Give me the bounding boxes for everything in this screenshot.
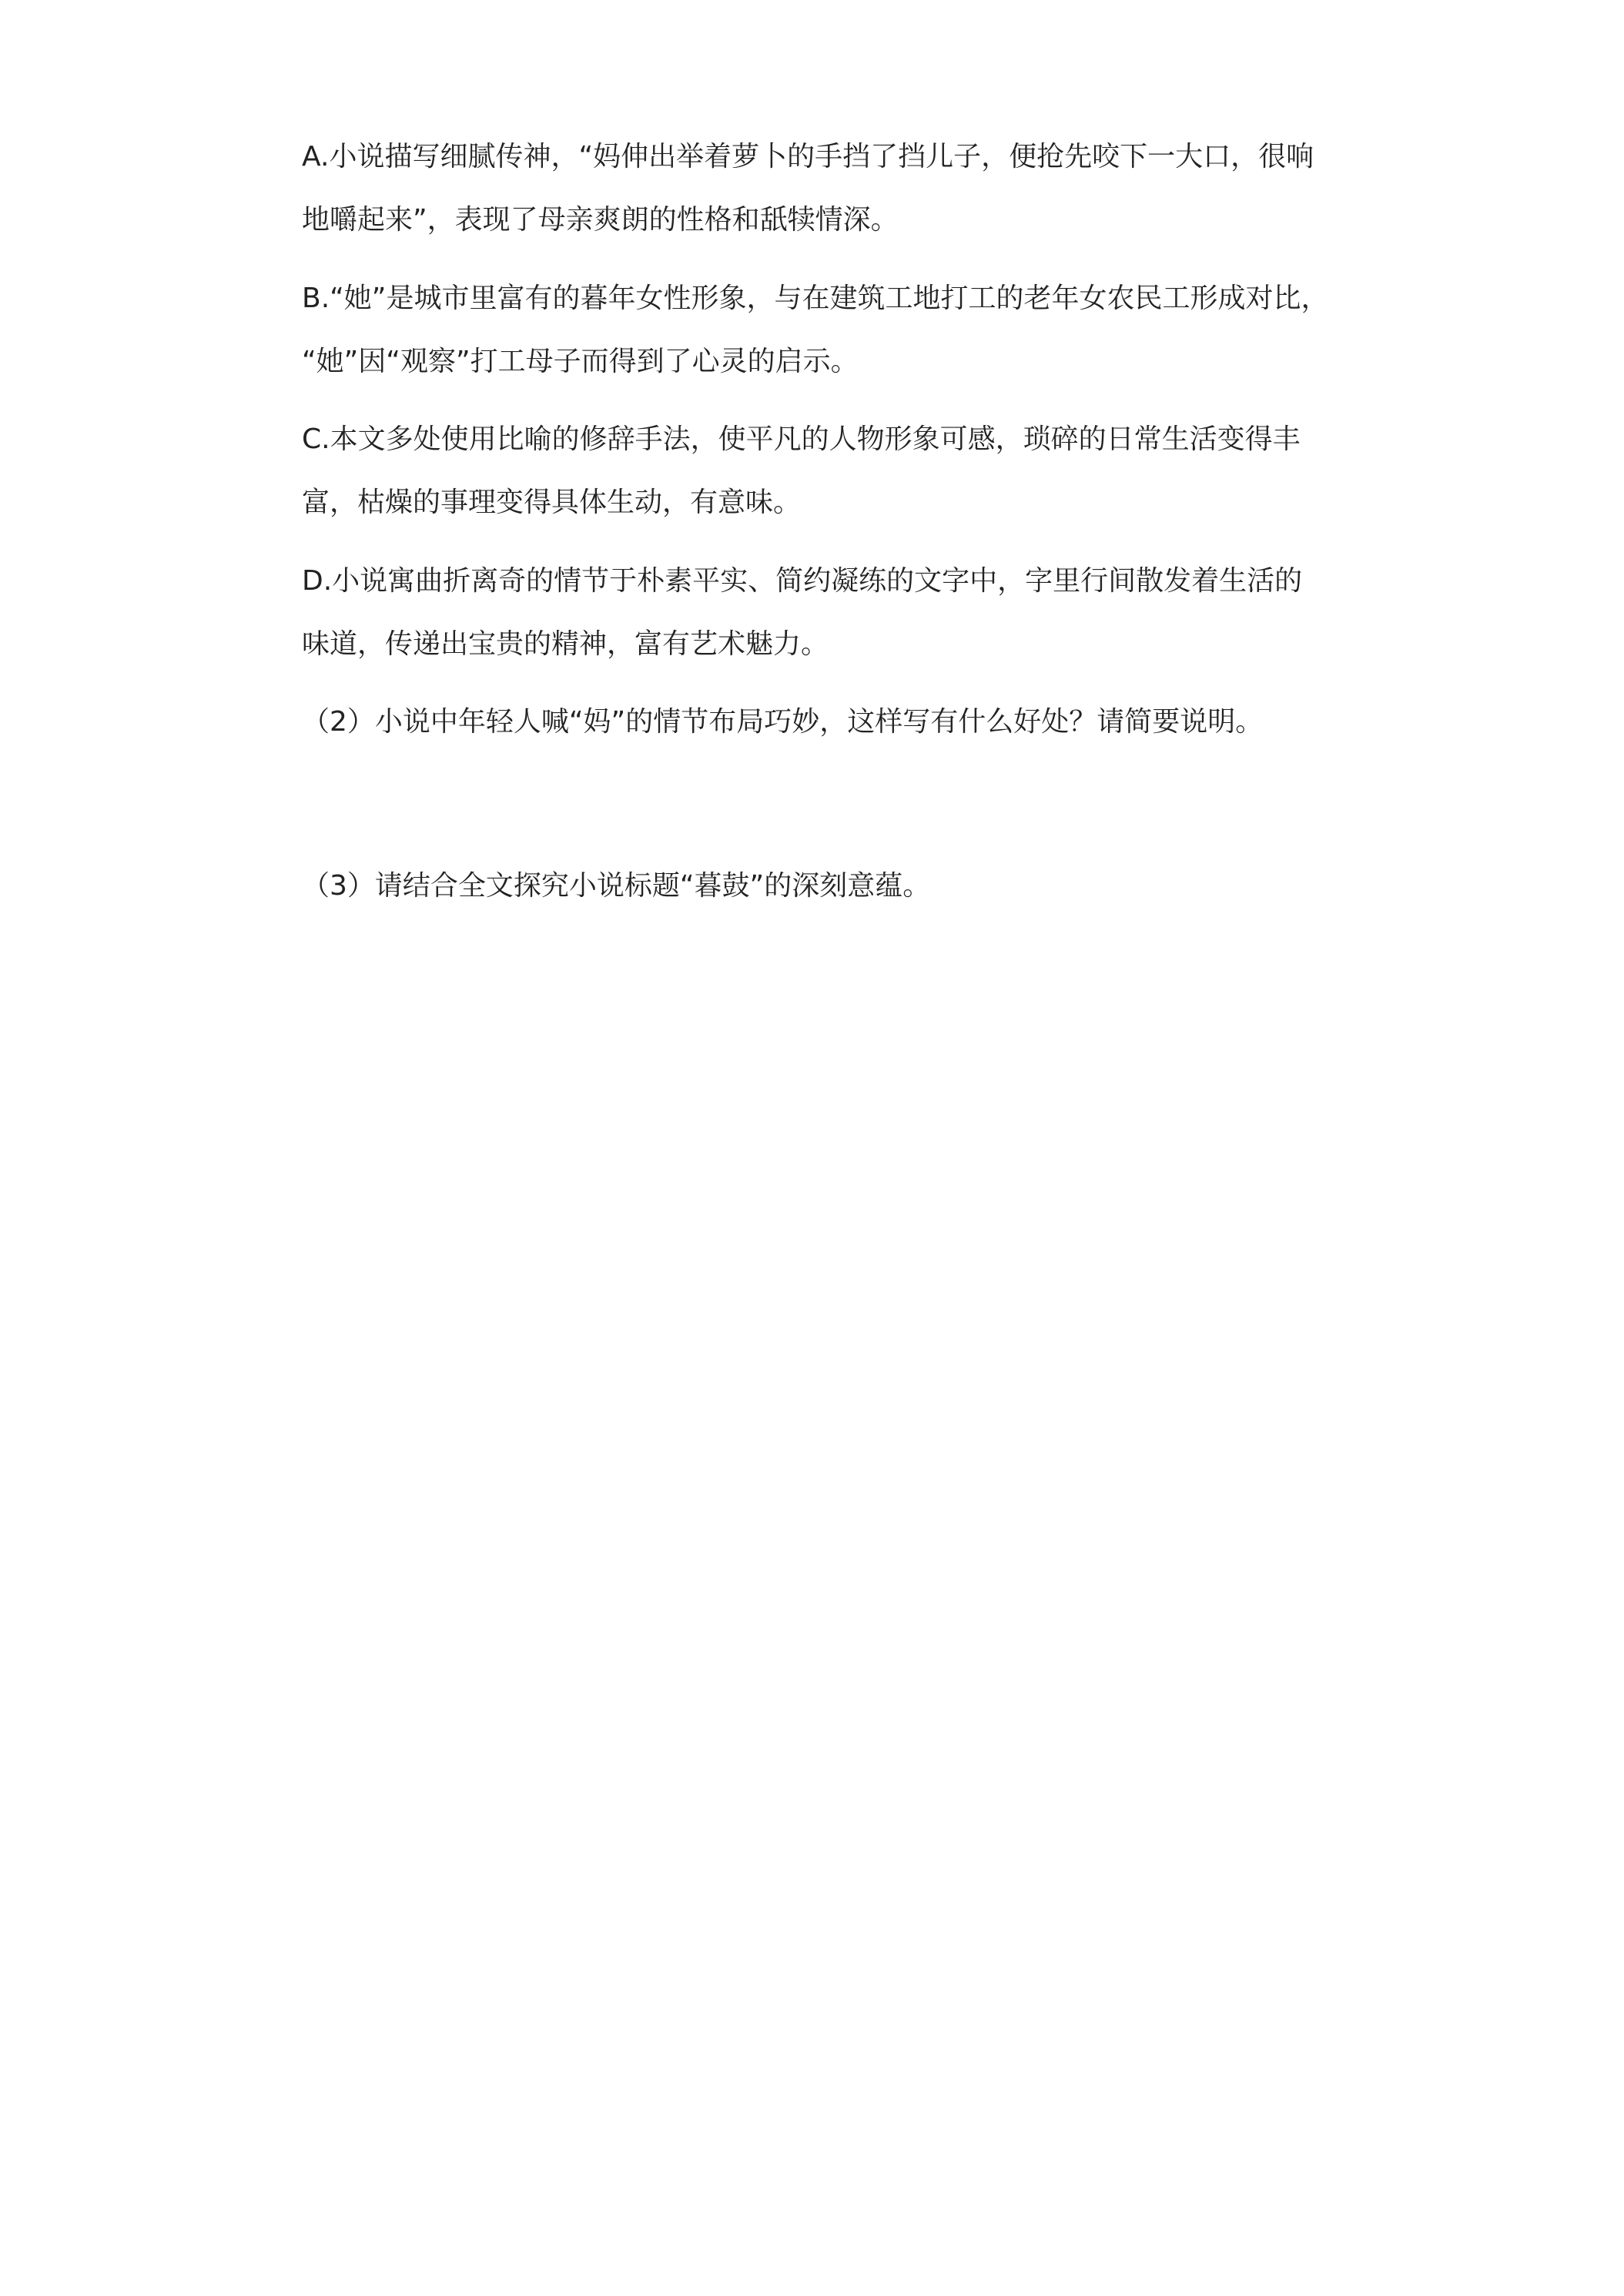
option-b-line-2: “她”因“观察”打工母子而得到了心灵的启示。	[302, 346, 859, 377]
option-d-line-1: D.小说寓曲折离奇的情节于朴素平实、简约凝练的文字中，字里行间散发着生活的	[302, 565, 1303, 597]
option-a-line-1: A.小说描写细腻传神，“妈伸出举着萝卜的手挡了挡儿子，便抢先咬下一大口，很响	[302, 141, 1314, 172]
option-c-line-1: C.本文多处使用比喻的修辞手法，使平凡的人物形象可感，琐碎的日常生活变得丰	[302, 423, 1301, 455]
option-b-line-1: B.“她”是城市里富有的暮年女性形象，与在建筑工地打工的老年女农民工形成对比，	[302, 283, 1329, 314]
option-c-line-2: 富，枯燥的事理变得具体生动，有意味。	[302, 487, 802, 518]
question-2-text: （2）小说中年轻人喊“妈”的情节布局巧妙，这样写有什么好处？请简要说明。	[302, 706, 1264, 738]
option-d-line-2: 味道，传递出宝贵的精神，富有艺术魅力。	[302, 628, 829, 660]
option-a-line-2: 地嚼起来”，表现了母亲爽朗的性格和舐犊情深。	[302, 204, 899, 236]
question-3-text: （3）请结合全文探究小说标题“暮鼓”的深刻意蕴。	[302, 870, 931, 902]
